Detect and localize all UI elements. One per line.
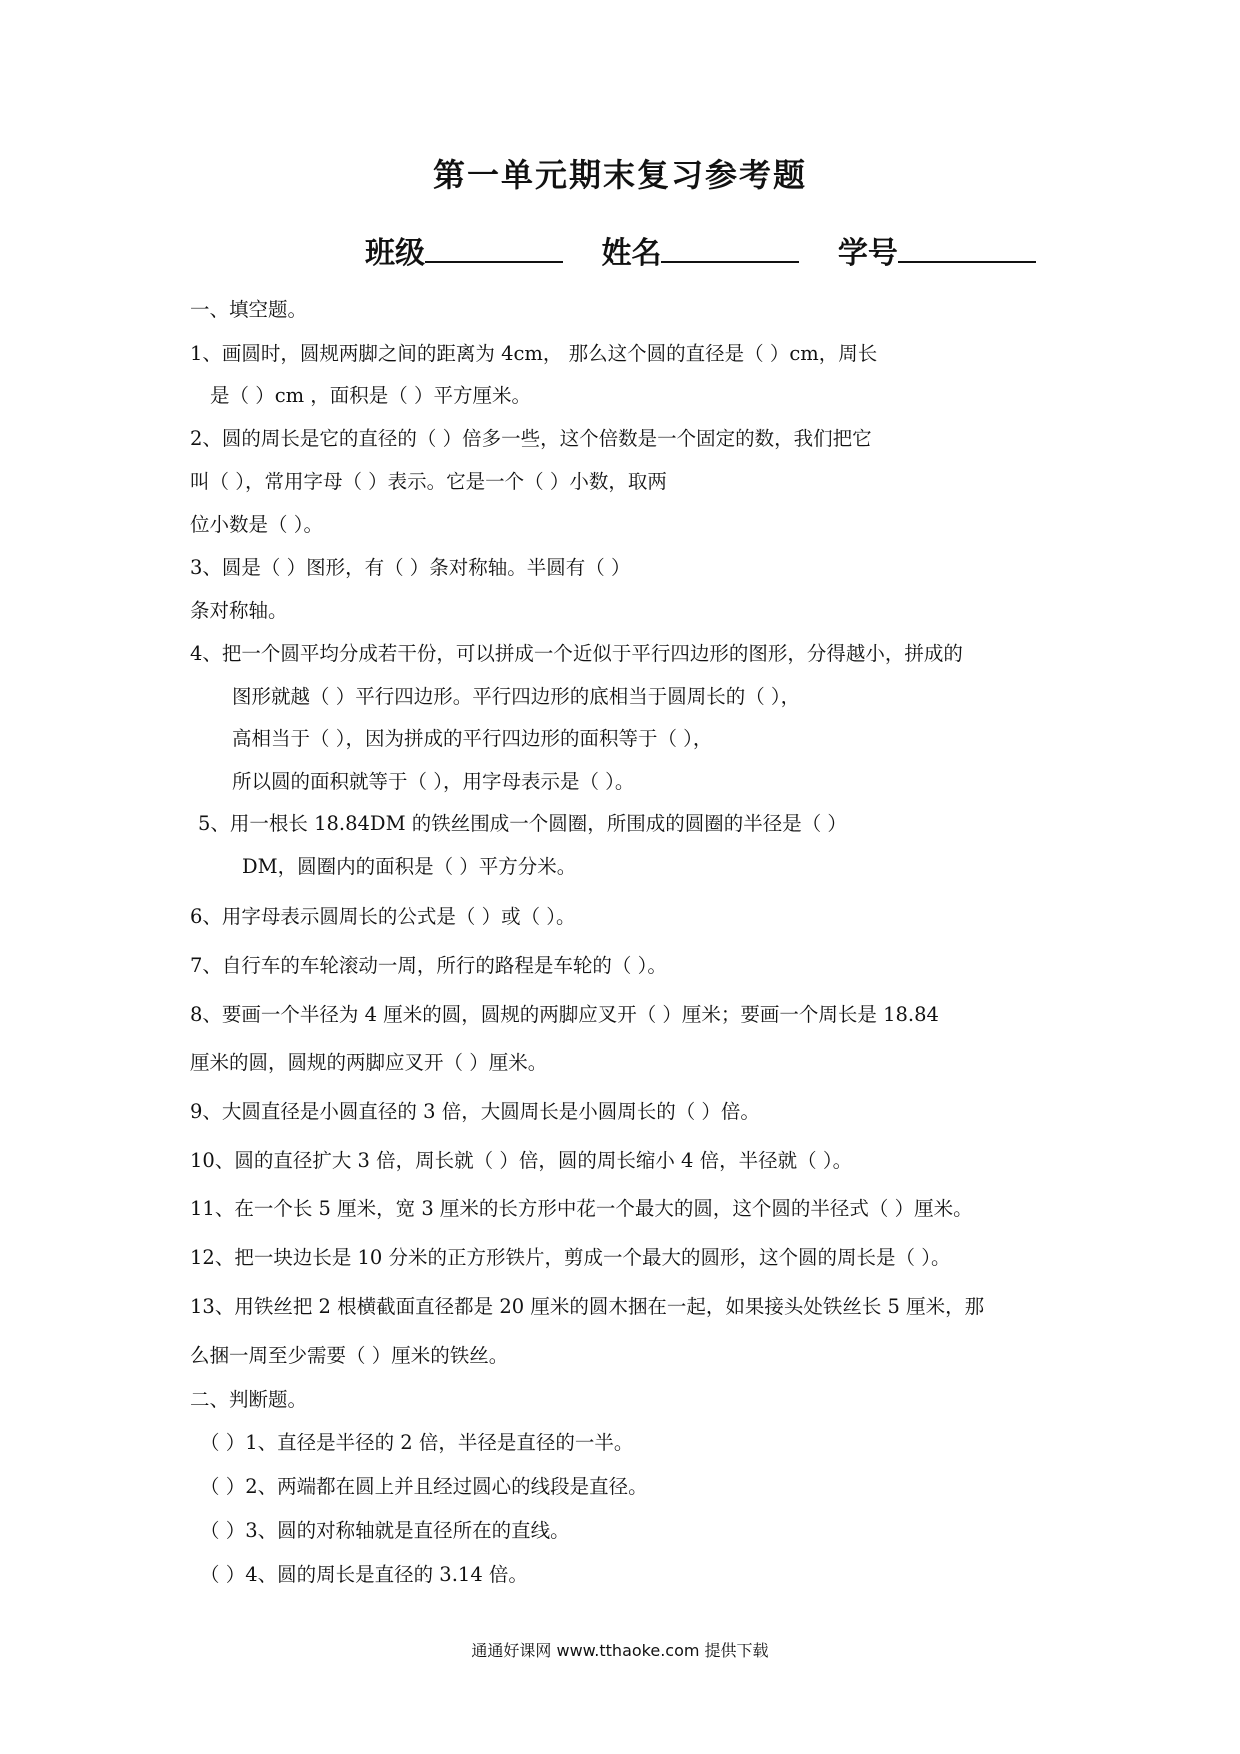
- judgment-item: （ ）4、圆的周长是直径的 3.14 倍。: [200, 1563, 528, 1586]
- question-line: 7、自行车的车轮滚动一周，所行的路程是车轮的（ ）。: [190, 954, 667, 977]
- class-label: 班级: [365, 236, 425, 271]
- question-line: 所以圆的面积就等于（ ），用字母表示是（ ）。: [232, 770, 635, 793]
- question-line: 3、圆是（ ）图形，有（ ）条对称轴。半圆有（ ）: [190, 556, 631, 579]
- question-line: 叫（ ），常用字母（ ）表示。它是一个（ ）小数，取两: [190, 470, 667, 493]
- question-line: 位小数是（ ）。: [190, 513, 323, 536]
- section-heading: 一、填空题。: [190, 298, 308, 321]
- question-line: 高相当于（ ），因为拼成的平行四边形的面积等于（ ），: [232, 727, 713, 750]
- number-field: [838, 228, 1036, 272]
- question-line: 11、在一个长 5 厘米，宽 3 厘米的长方形中花一个最大的圆，这个圆的半径式（ ）厘米。: [190, 1197, 973, 1220]
- question-line: 2、圆的周长是它的直径的（ ）倍多一些，这个倍数是一个固定的数，我们把它: [190, 427, 872, 450]
- question-line: DM，圆圈内的面积是（ ）平方分米。: [242, 855, 577, 878]
- judgment-item: （ ）2、两端都在圆上并且经过圆心的线段是直径。: [200, 1475, 648, 1498]
- question-line: 13、用铁丝把 2 根横截面直径都是 20 厘米的圆木捆在一起，如果接头处铁丝长 5 厘米，那: [190, 1295, 985, 1318]
- student-info-row: [365, 228, 1064, 272]
- section-heading: 二、判断题。: [190, 1388, 308, 1411]
- class-field: [365, 228, 563, 272]
- question-line: 6、用字母表示圆周长的公式是（ ）或（ ）。: [190, 905, 576, 928]
- question-line: 图形就越（ ）平行四边形。平行四边形的底相当于圆周长的（ ），: [232, 685, 801, 708]
- question-line: 10、圆的直径扩大 3 倍，周长就（ ）倍，圆的周长缩小 4 倍，半径就（ ）。: [190, 1149, 853, 1172]
- judgment-item: （ ）3、圆的对称轴就是直径所在的直线。: [200, 1519, 570, 1542]
- judgment-item: （ ）1、直径是半径的 2 倍，半径是直径的一半。: [200, 1431, 634, 1454]
- number-blank: [898, 233, 1036, 263]
- question-line: 4、把一个圆平均分成若干份，可以拼成一个近似于平行四边形的图形，分得越小，拼成的: [190, 642, 963, 665]
- question-line: 条对称轴。: [190, 599, 288, 622]
- name-field: [601, 228, 799, 272]
- question-line: 5、用一根长 18.84DM 的铁丝围成一个圆圈，所围成的圆圈的半径是（ ）: [198, 812, 847, 835]
- question-line: 8、要画一个半径为 4 厘米的圆，圆规的两脚应叉开（ ）厘米；要画一个周长是 18.84: [190, 1003, 939, 1026]
- question-line: 9、大圆直径是小圆直径的 3 倍，大圆周长是小圆周长的（ ）倍。: [190, 1100, 760, 1123]
- question-line: 厘米的圆，圆规的两脚应叉开（ ）厘米。: [190, 1051, 548, 1074]
- question-line: 12、把一块边长是 10 分米的正方形铁片，剪成一个最大的圆形，这个圆的周长是（ ）。: [190, 1246, 951, 1269]
- question-line: 1、画圆时，圆规两脚之间的距离为 4cm， 那么这个圆的直径是（ ）cm，周长: [190, 342, 878, 365]
- question-line: 是（ ）cm ，面积是（ ）平方厘米。: [210, 384, 532, 407]
- number-label: 学号: [837, 236, 898, 271]
- question-line: 么捆一周至少需要（ ）厘米的铁丝。: [190, 1344, 509, 1367]
- class-blank: [425, 233, 563, 263]
- name-label: 姓名: [601, 236, 662, 271]
- page-title: 第一单元期末复习参考题: [432, 156, 807, 194]
- footer-text: 通通好课网 www.tthaoke.com 提供下载: [471, 1641, 769, 1660]
- name-blank: [661, 233, 799, 263]
